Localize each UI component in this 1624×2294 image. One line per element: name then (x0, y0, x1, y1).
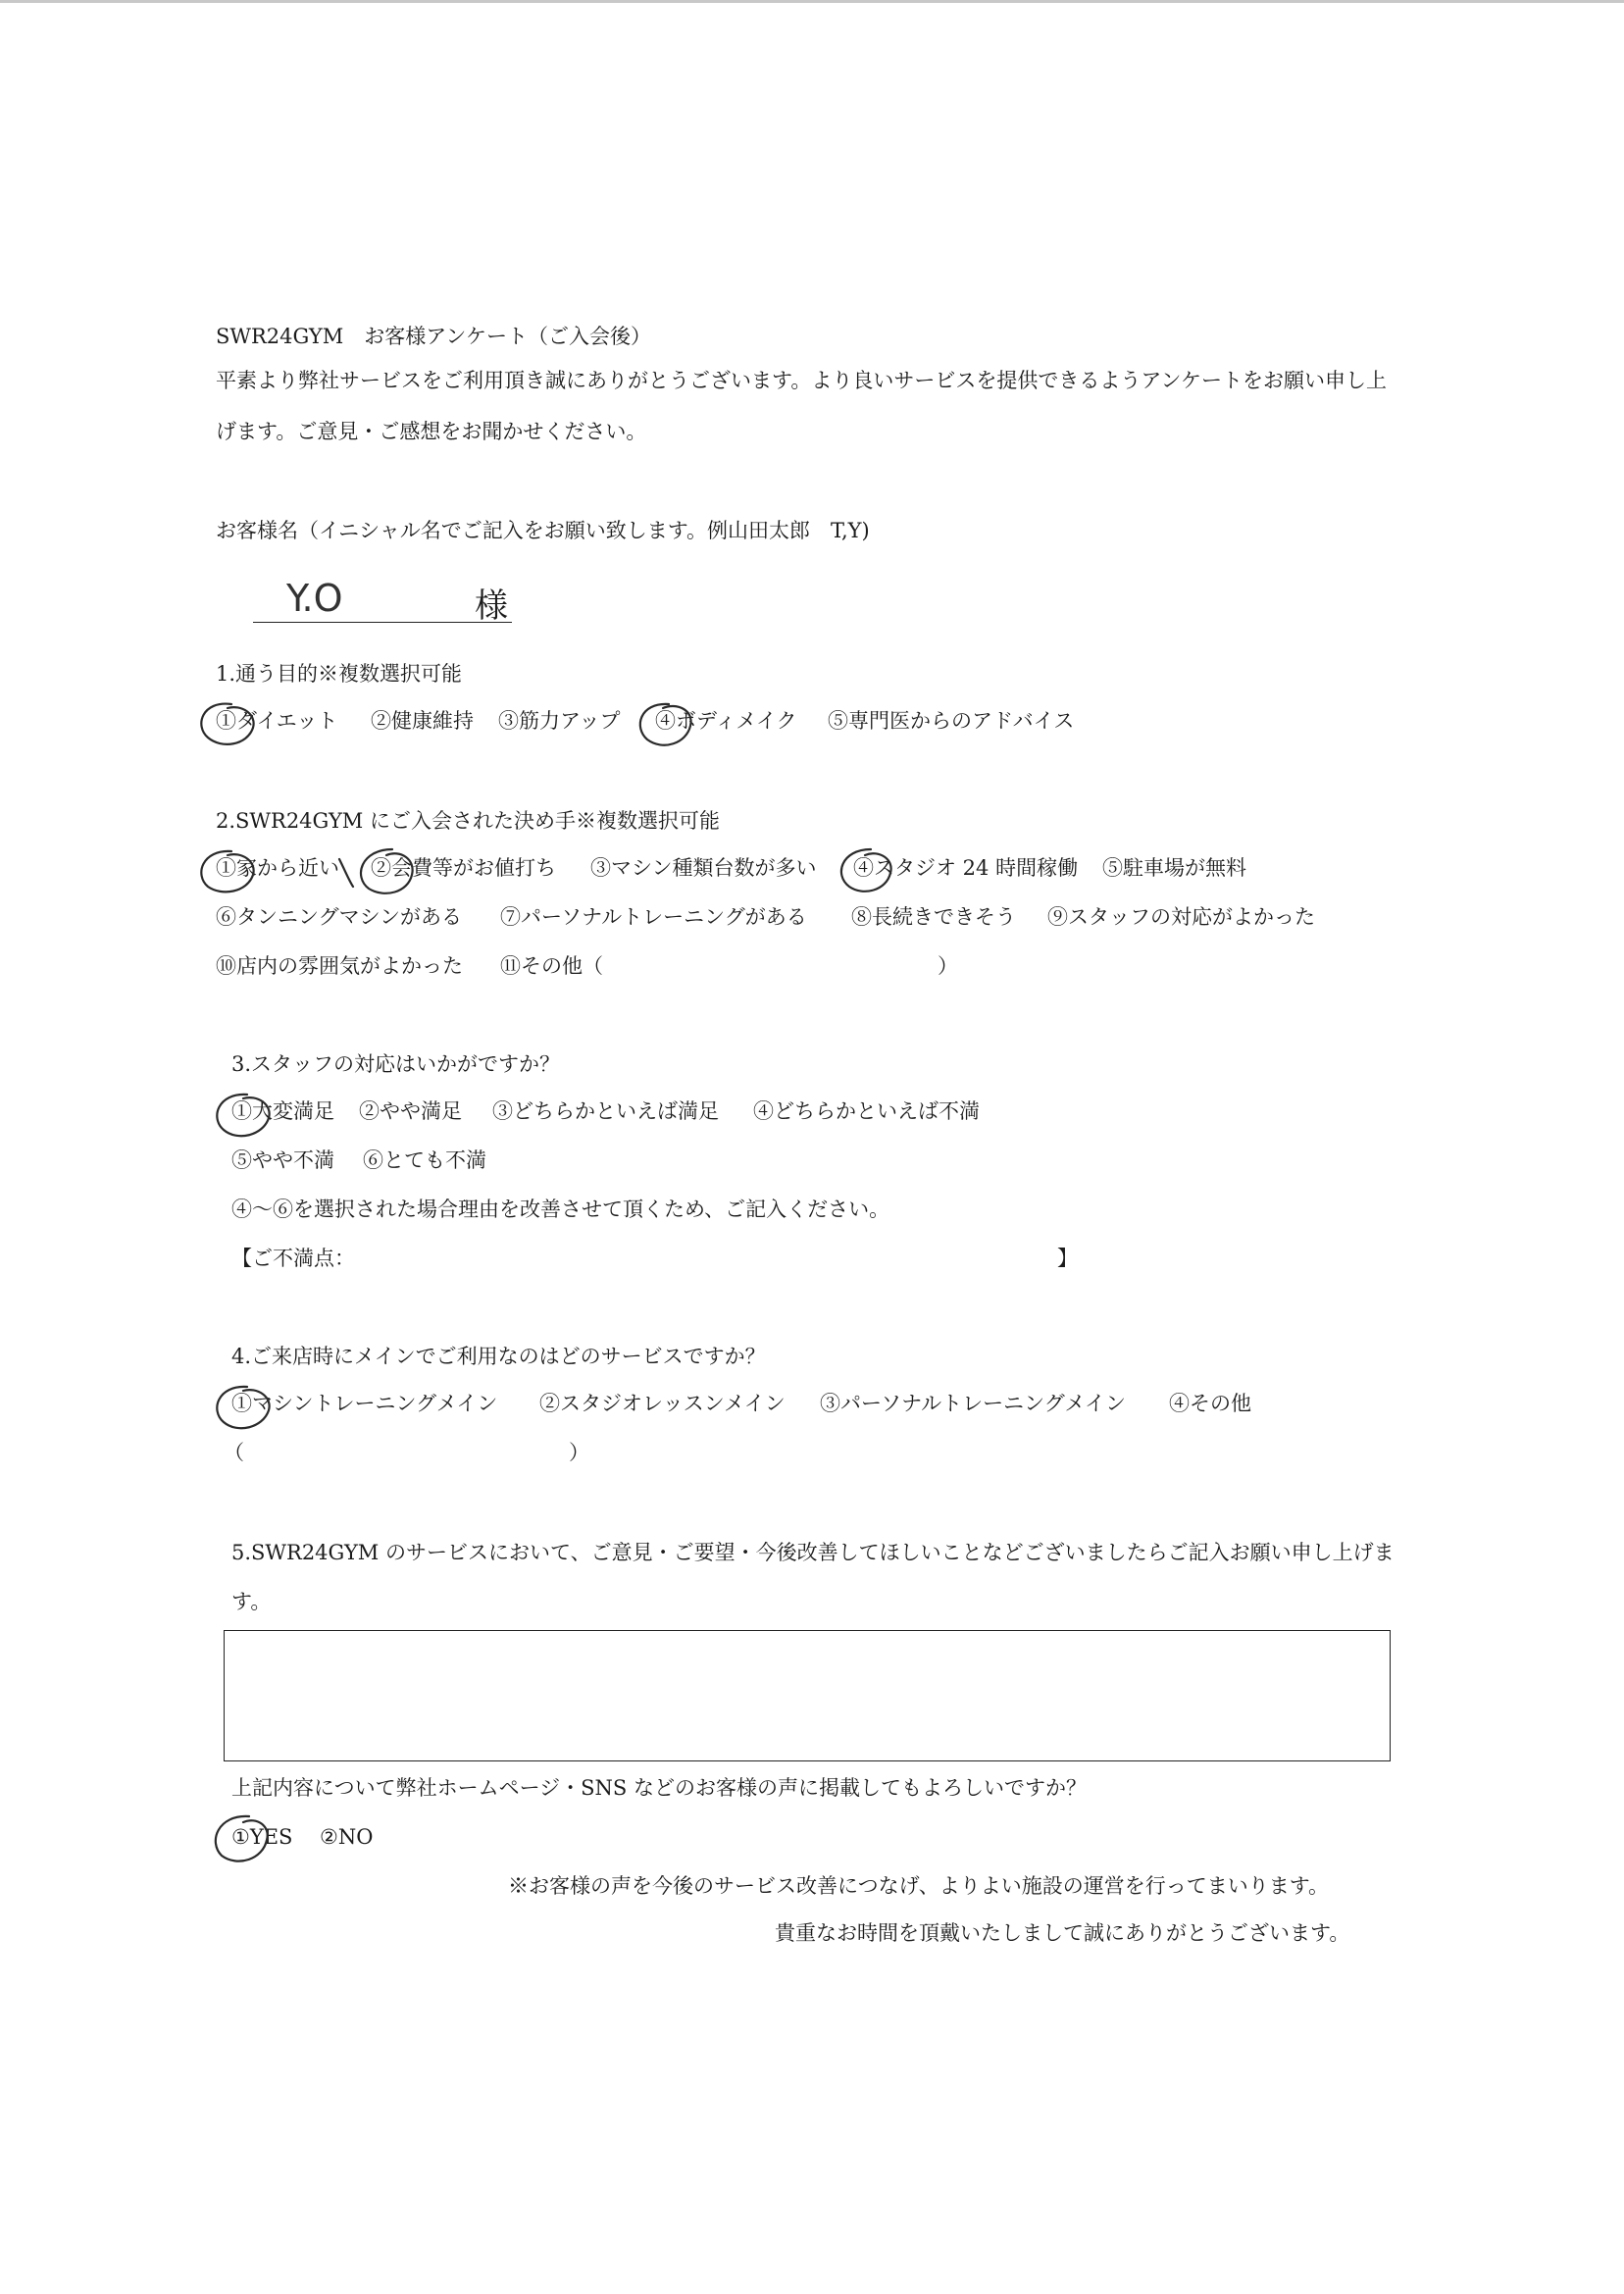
q1-option-4[interactable]: ④ボディメイク (655, 709, 797, 733)
q2-option-7[interactable]: ⑦パーソナルトレーニングがある (500, 905, 807, 929)
q2-option-1[interactable]: ①家から近い (216, 856, 339, 880)
q3-complaint-close: 】 (1057, 1247, 1078, 1270)
q2-option-9[interactable]: ⑨スタッフの対応がよかった (1047, 905, 1315, 929)
q3-option-2[interactable]: ②やや満足 (359, 1099, 462, 1123)
q5-answer-box[interactable] (224, 1630, 1391, 1761)
customer-name-label: お客様名（イニシャル名でご記入をお願い致します。例山田太郎 T,Y) (216, 519, 870, 542)
q1-option-3[interactable]: ③筋力アップ (498, 709, 621, 733)
publish-option-yes[interactable]: ①YES (231, 1825, 293, 1849)
survey-title: SWR24GYM お客様アンケート（ご入会後） (216, 325, 652, 348)
q4-other-close-paren: ） (569, 1441, 589, 1464)
q4-option-1[interactable]: ①マシントレーニングメイン (231, 1392, 498, 1415)
q4-option-4[interactable]: ④その他 (1169, 1392, 1251, 1415)
footer-note-2: 貴重なお時間を頂戴いたしまして誠にありがとうございます。 (775, 1921, 1350, 1945)
q2-other-close-paren: ） (938, 954, 958, 978)
q5-title: 5.SWR24GYM のサービスにおいて、ご意見・ご要望・今後改善してほしいことなどございましたらご記入お願い申し上げます。 (231, 1541, 1395, 1613)
customer-name-underline (253, 622, 512, 623)
q2-option-11[interactable]: ⑪その他（ (500, 954, 603, 978)
q3-option-6[interactable]: ⑥とても不満 (363, 1148, 486, 1172)
q3-note: ④～⑥を選択された場合理由を改善させて頂くため、ご記入ください。 (231, 1198, 890, 1221)
q3-complaint-label: 【ご不満点： (231, 1247, 355, 1270)
footer-note-1: ※お客様の声を今後のサービス改善につなげ、よりよい施設の運営を行ってまいります。 (508, 1874, 1330, 1898)
q2-option-8[interactable]: ⑧長続きできそう (851, 905, 1016, 929)
q2-option-3[interactable]: ③マシン種類台数が多い (590, 856, 817, 880)
q2-tick-1 (339, 859, 353, 887)
q3-option-3[interactable]: ③どちらかといえば満足 (492, 1099, 719, 1123)
intro-text: 平素より弊社サービスをご利用頂き誠にありがとうございます。より良いサービスを提供できるようアンケートをお願い申し上げます。ご意見・ご感想をお聞かせください。 (216, 369, 1388, 443)
q1-option-5[interactable]: ⑤専門医からのアドバイス (828, 709, 1075, 733)
q1-option-2[interactable]: ②健康維持 (371, 709, 474, 733)
q4-option-2[interactable]: ②スタジオレッスンメイン (539, 1392, 786, 1415)
q2-option-2[interactable]: ②会費等がお値打ち (371, 856, 556, 880)
customer-honorific: 様 (475, 586, 508, 626)
publish-question: 上記内容について弊社ホームページ・SNS などのお客様の声に掲載してもよろしいですか？ (231, 1776, 1087, 1800)
publish-option-no[interactable]: ②NO (320, 1825, 374, 1849)
q3-option-5[interactable]: ⑤やや不満 (231, 1148, 334, 1172)
q2-option-4[interactable]: ④スタジオ 24 時間稼働 (853, 856, 1079, 880)
q4-option-3[interactable]: ③パーソナルトレーニングメイン (820, 1392, 1127, 1415)
q1-option-1[interactable]: ①ダイエット (216, 709, 338, 733)
q4-other-open-paren: （ (224, 1441, 244, 1464)
q2-title: 2.SWR24GYM にご入会された決め手※複数選択可能 (216, 809, 720, 833)
scan-edge-line (0, 0, 1624, 3)
q2-option-5[interactable]: ⑤駐車場が無料 (1102, 856, 1246, 880)
q1-title: 1.通う目的※複数選択可能 (216, 662, 463, 686)
q3-option-4[interactable]: ④どちらかといえば不満 (753, 1099, 980, 1123)
customer-name-handwritten: Y.O (286, 577, 343, 620)
q3-option-1[interactable]: ①大変満足 (231, 1099, 334, 1123)
q3-title: 3.スタッフの対応はいかがですか？ (231, 1052, 561, 1076)
q4-title: 4.ご来店時にメインでご利用なのはどのサービスですか？ (231, 1345, 766, 1368)
q2-option-6[interactable]: ⑥タンニングマシンがある (216, 905, 463, 929)
q2-option-10[interactable]: ⑩店内の雰囲気がよかった (216, 954, 463, 978)
